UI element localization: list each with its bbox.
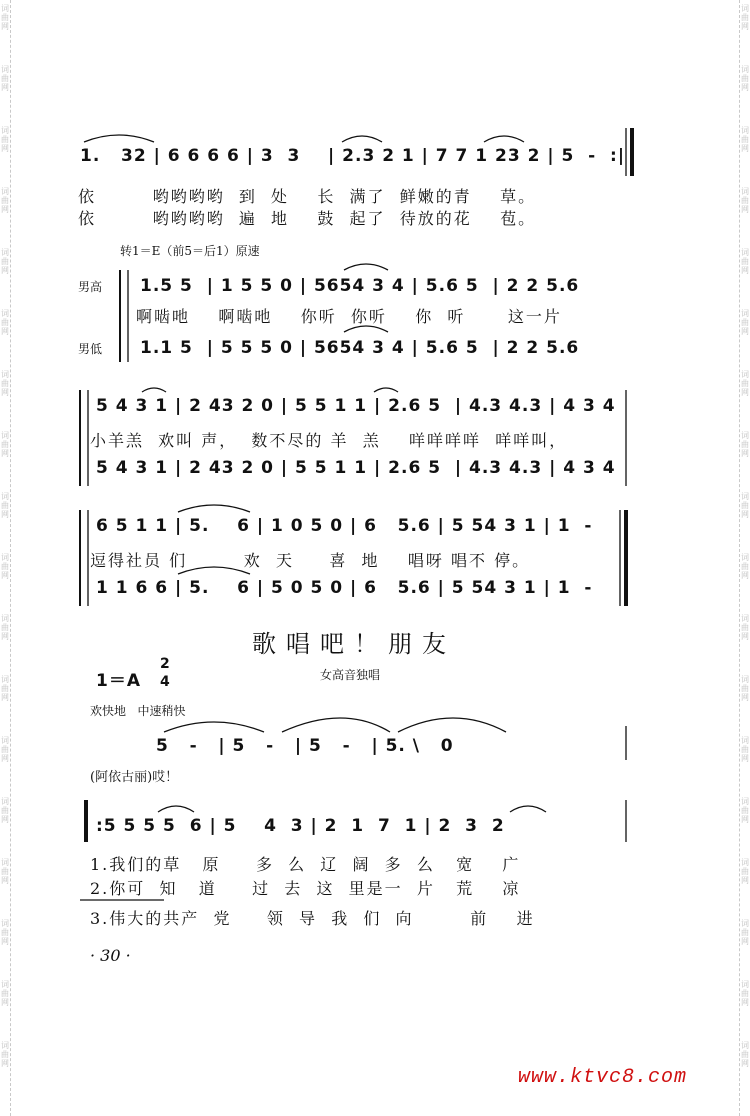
key-change-marking: 转1＝E（前5＝后1）原速: [120, 244, 260, 258]
system4-lyric: 逗得社员 们 欢 天 喜 地 唱呀 唱不 停。: [90, 551, 531, 570]
margin-watermark: 词 曲 网: [1, 858, 9, 885]
margin-watermark: 词 曲 网: [741, 858, 749, 885]
page-number: · 30 ·: [90, 946, 131, 965]
margin-watermark: 词 曲 网: [741, 248, 749, 275]
margin-watermark: 词 曲 网: [1, 614, 9, 641]
margin-watermark: 词 曲 网: [741, 797, 749, 824]
margin-watermark: 词 曲 网: [741, 553, 749, 580]
intro-lyric: (阿依古丽)哎！: [90, 770, 179, 785]
margin-watermark: 词 曲 网: [741, 736, 749, 763]
margin-watermark: 词 曲 网: [1, 919, 9, 946]
margin-watermark: 词 曲 网: [1, 736, 9, 763]
margin-watermark: 词 曲 网: [1, 431, 9, 458]
system2-bass-notes: 1.1 5 | 5 5 5 0 | 5654 3 4 | 5.6 5 | 2 2 5.6: [140, 338, 580, 358]
performer-marking: 女高音独唱: [320, 668, 381, 682]
system1-notes: 1. 32 | 6 6 6 6 | 3 3 | 2.3 2 1 | 7 7 1 23 2 | 5 - :|: [80, 146, 626, 166]
margin-watermark: 词 曲 网: [741, 431, 749, 458]
part-label-tenor: 男高: [78, 280, 103, 294]
margin-watermark: 词 曲 网: [1, 553, 9, 580]
score-page: [14, 0, 736, 1116]
margin-watermark: 词 曲 网: [741, 1041, 749, 1068]
score-engraving-marks: [14, 0, 736, 1116]
margin-watermark: 词 曲 网: [741, 4, 749, 31]
footer-watermark-url[interactable]: www.ktvc8.com: [518, 1066, 688, 1089]
part-label-bass: 男低: [78, 342, 103, 356]
system1-lyric-2: 依 哟哟哟哟 遍 地 鼓 起了 待放的花 苞。: [78, 209, 537, 228]
margin-watermark: 词 曲 网: [741, 126, 749, 153]
tempo-marking: 欢快地 中速稍快: [90, 704, 186, 718]
margin-watermark: 词 曲 网: [741, 65, 749, 92]
margin-watermark: 词 曲 网: [741, 675, 749, 702]
system3-lyric: 小羊羔 欢叫 声， 数不尽的 羊 羔 咩咩咩咩 咩咩叫，: [90, 431, 568, 450]
margin-watermark: 词 曲 网: [741, 919, 749, 946]
system4-lower-notes: 1 1 6 6 | 5. 6 | 5 0 5 0 | 6 5.6 | 5 54 3 1 | 1 -: [96, 578, 593, 598]
margin-watermark: 词 曲 网: [741, 309, 749, 336]
margin-watermark: 词 曲 网: [1, 797, 9, 824]
system3-upper-notes: 5 4 3 1 | 2 43 2 0 | 5 5 1 1 | 2.6 5 | 4.3 4.3 | 4 3 4: [96, 396, 616, 416]
margin-watermark: 词 曲 网: [741, 492, 749, 519]
system1-lyric-1: 依 哟哟哟哟 到 处 长 满了 鲜嫩的青 草。: [78, 187, 537, 206]
intro-notes: 5 - | 5 - | 5 - | 5. \ 0: [156, 736, 454, 756]
margin-watermark: 词 曲 网: [1, 4, 9, 31]
margin-watermark: 词 曲 网: [1, 492, 9, 519]
verse-1-lyric: 1.我们的草 原 多 么 辽 阔 多 么 宽 广: [90, 855, 521, 874]
margin-watermark: 词 曲 网: [1, 187, 9, 214]
system3-lower-notes: 5 4 3 1 | 2 43 2 0 | 5 5 1 1 | 2.6 5 | 4.3 4.3 | 4 3 4: [96, 458, 616, 478]
system2-tenor-notes: 1.5 5 | 1 5 5 0 | 5654 3 4 | 5.6 5 | 2 2 5.6: [140, 276, 580, 296]
margin-watermark: 词 曲 网: [1, 248, 9, 275]
key-signature: 1＝A: [96, 671, 141, 691]
margin-watermark: 词 曲 网: [1, 1041, 9, 1068]
margin-watermark: 词 曲 网: [1, 65, 9, 92]
time-signature-top: 2: [160, 656, 171, 672]
margin-watermark: 词 曲 网: [1, 675, 9, 702]
margin-watermark: 词 曲 网: [1, 370, 9, 397]
time-signature-bottom: 4: [160, 674, 171, 690]
margin-watermark: 词 曲 网: [741, 614, 749, 641]
margin-watermark: 词 曲 网: [1, 309, 9, 336]
verse-3-lyric: 3.伟大的共产 党 领 导 我 们 向 前 进: [90, 909, 535, 928]
verse-notes: :5 5 5 5 6 | 5 4 3 | 2 1 7 1 | 2 3 2: [96, 816, 505, 836]
system2-lyric: 啊啮吔 啊啮吔 你听 你听 你 听 这一片: [136, 307, 562, 326]
verse-2-lyric: 2.你可 知 道 过 去 这 里是一 片 荒 凉: [90, 879, 521, 898]
song-title: 歌唱吧！朋友: [252, 630, 456, 658]
system4-upper-notes: 6 5 1 1 | 5. 6 | 1 0 5 0 | 6 5.6 | 5 54 3 1 | 1 -: [96, 516, 593, 536]
margin-watermark: 词 曲 网: [741, 370, 749, 397]
margin-watermark: 词 曲 网: [1, 980, 9, 1007]
margin-watermark: 词 曲 网: [741, 980, 749, 1007]
margin-watermark: 词 曲 网: [741, 187, 749, 214]
margin-watermark: 词 曲 网: [1, 126, 9, 153]
